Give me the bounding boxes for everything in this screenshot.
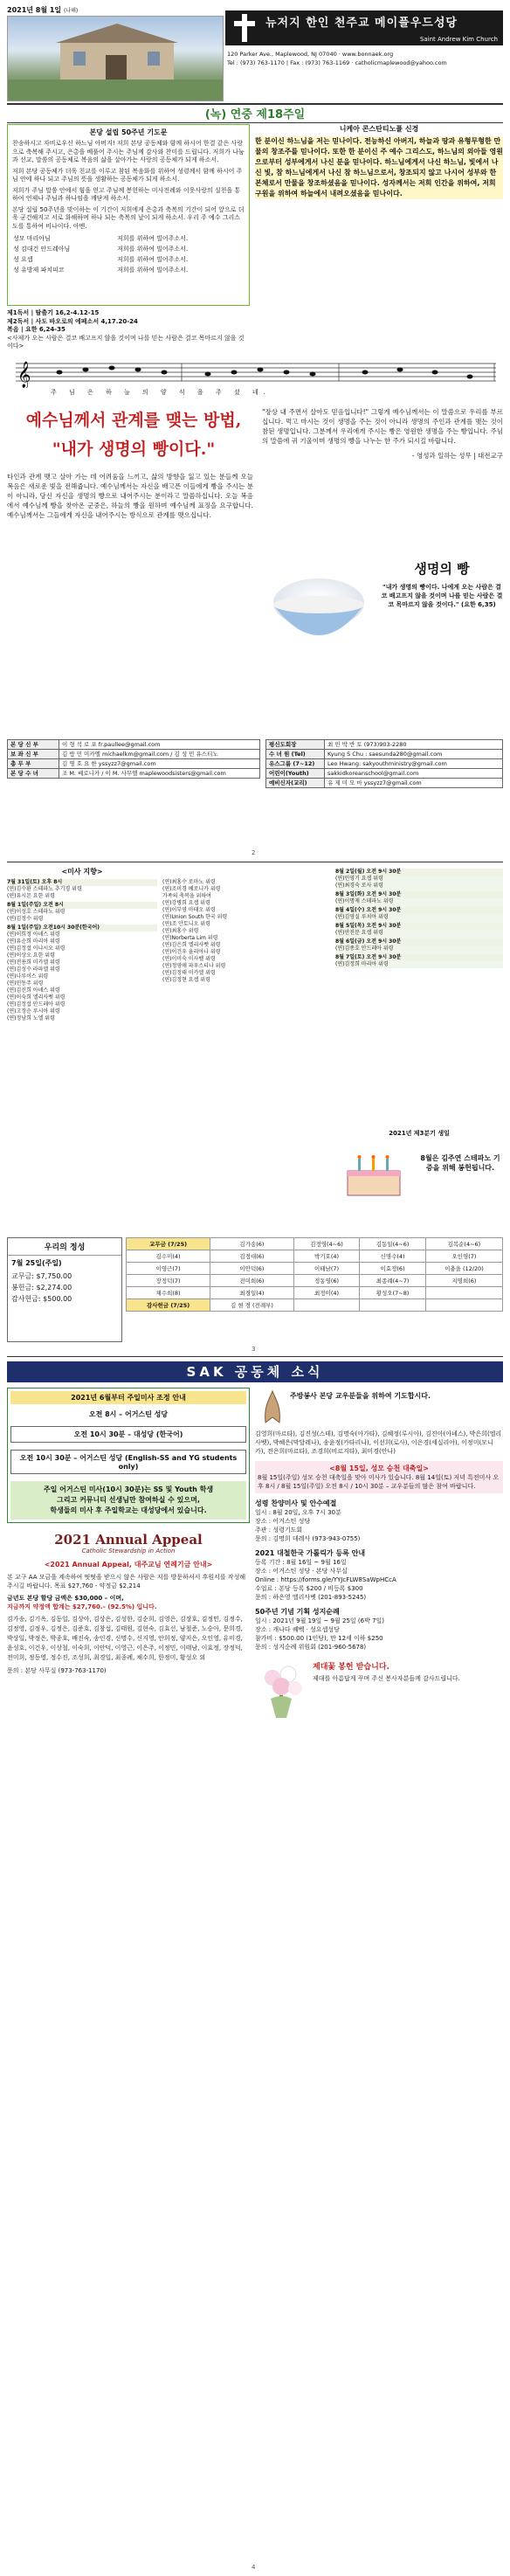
- altar-flower-text: 제대를 아름답게 꾸며 주신 봉사자분들께 감사드립니다.: [313, 1675, 460, 1682]
- finance-row: 감사헌금: $500.00: [11, 1295, 72, 1303]
- prayer-paragraph: 본당 설립 50주년을 맞이하는 이 기간이 저희에게 은총과 축복의 기간이 되어 앞으로 더욱 굳건해지고 서로 화해하며 하나 되는 축복의 날이 되게 하소서. 우리 주 예수 그리스도를 통하여 비나이다. 아멘.: [12, 205, 245, 230]
- mass-intention-item: (연)강병희 요셉 위령: [162, 900, 210, 906]
- finance-row: 봉헌금: $2,274.00: [11, 1284, 72, 1291]
- donation-cell: 김동일(4~6): [360, 1238, 426, 1250]
- appeal-logo: [7, 1532, 250, 1555]
- prayer-box: [7, 124, 250, 306]
- donation-cell: 이영근(7): [127, 1263, 210, 1275]
- mass-intention-item: (연)김선희 아녜스 위령: [7, 987, 60, 994]
- mass-intention-item: (연)최경숙 로사 위령: [335, 883, 383, 889]
- altar-flower-title: 제대꽃 봉헌 받습니다.: [313, 1663, 389, 1672]
- homily-author: - 영성과 일하는 성무 | 대전교구: [411, 452, 503, 460]
- staff-section: [7, 739, 503, 844]
- donation-row: [127, 1263, 503, 1275]
- donation-cell: 최정미(4): [293, 1287, 360, 1299]
- donation-cell: 황성오(7~8): [360, 1287, 426, 1299]
- church-name-korean: 뉴저지 한인 천주교 메이플우드성당: [265, 17, 458, 30]
- music-staff: [7, 358, 503, 400]
- bread-title: 생명의 빵: [414, 561, 470, 577]
- donation-table: [126, 1237, 503, 1312]
- church-logo: [225, 10, 503, 45]
- mass-intention-item: (연)유시몬 요한 위령: [7, 893, 55, 899]
- donation-row: [127, 1275, 503, 1287]
- kitchen-title: 주방봉사 본당 교우분들을 위하여 기도합시다.: [290, 1392, 431, 1400]
- mass-intention-item: (연)이미숙 이사벨 위령: [162, 956, 216, 962]
- donation-cell: 이충을 (12/20): [425, 1263, 502, 1275]
- church-photo: [7, 16, 224, 101]
- prayer-paragraph: 찬송하시고 자비로우신 하느님 아버지! 저희 본당 공동체와 함께 하시어 한결 같은 사랑으로 축복해 주시고, 은총을 베풀어 주시는 주님께 감사와 찬미를 드립니다. 저희가 나눔과 선교, 말씀의 공동체로 복음의 삶을 살아가는 사랑의 공동체가 되게 하소서.: [12, 140, 245, 163]
- mass-intention-item: 8월 1일(주일) 오전 8시: [7, 902, 157, 909]
- appeal-goal: 금년도 본당 할당 금액은 $30,000 – 이며,: [7, 1595, 124, 1602]
- mass-intention-item: (연)김성수 라파엘 위령: [7, 966, 60, 973]
- mass-intention-item: (연)김정수 위령: [7, 916, 44, 922]
- mass-intention-item: (연)민동주 위령: [7, 980, 44, 987]
- appeal-title: 2021 Annual Appeal: [54, 1532, 203, 1548]
- donation-cell: 김수미(4): [127, 1250, 210, 1263]
- headline-line2: "내가 생명의 빵이다.": [52, 440, 216, 459]
- mass-intention-item: (연)최홍수 로마노 위령: [162, 879, 216, 885]
- mass-intention-item: (연)최홍수 위령: [162, 928, 199, 934]
- news-right: [255, 1388, 503, 2559]
- mass-intention-item: (연)조 안토니오 위령: [162, 921, 210, 927]
- mass-col-left: [7, 867, 157, 1022]
- mass-intention-item: (연)이건우 율리아나 위령: [162, 949, 221, 955]
- korean-school-box: [255, 1548, 503, 1602]
- sunday-mass-box: [7, 1388, 250, 1523]
- saint-row: 성 요셉 저희를 위하여 빌어주소서.: [13, 256, 189, 263]
- staff-row: 본 당 신 부 이 형 석 로 포 fr.paullee@gmail.com: [8, 740, 260, 750]
- prayer-mass-lines: 일시 : 8월 20일, 오후 7시 30분 장소 : 어거스틴 성당 주관 : 성령기도회 문의 : 김명희 데레사 (973-943-0755): [255, 1509, 361, 1542]
- mass-intention-item: (연)안진문 요셉 위령: [335, 930, 383, 936]
- donation-cell: 정동영(6): [293, 1275, 360, 1287]
- bulletin-date: 2021년 8월 1일 (나해): [7, 6, 79, 14]
- mass-list-mid: [162, 879, 328, 984]
- prayer-mass-box: [255, 1499, 503, 1543]
- mass-intention-item: 8월 2일(월) 오전 9시 30분: [335, 869, 503, 876]
- sunday-line: 오전 10시 30분 – 대성당 (한국어): [10, 1426, 246, 1443]
- readings: [7, 309, 250, 355]
- mass-intention-item: (연)김정섭 안드레아 위령: [7, 1001, 65, 1008]
- mass-intention-item: (연)전용희 미카엘 위령: [7, 959, 60, 966]
- sunday-line: 오전 10시 30분 – 어거스틴 성당 (English-SS and YG students only): [10, 1450, 246, 1474]
- appeal-pledge: 지금까지 약정액 합계는 $27,760.– (92.5%) 입니다.: [7, 1603, 157, 1610]
- header: [7, 5, 503, 101]
- mass-intention-item: (연)이성호 스테파노 위령: [7, 909, 65, 915]
- donation-cell: 이안덕(6): [210, 1263, 294, 1275]
- staff-row: 평신도회장 최 민 박 반 토 (973)903-2280: [266, 740, 503, 750]
- homily-right: [262, 407, 503, 547]
- bread-quote: "내가 생명의 빵이다. 나에게 오는 사람은 결코 배고프지 않을 것이며 나를 믿는 사람은 결코 목마르지 않을 것이다." (요한 6,35): [381, 584, 503, 608]
- staff-row: 예비신자(교리) 유 제 미 모 마 yssyzz7@gmail.com: [266, 779, 503, 788]
- mass-intention-item: (연)김정섭 이냐시오 위령: [7, 945, 65, 952]
- mass-intention-item: (연)김영실 루치아 위령: [335, 914, 389, 920]
- mass-intention-item: 8월 5일(목) 오전 9시 30분: [335, 923, 503, 930]
- mass-intention-item: (연)민영기 요셉 위령: [335, 876, 383, 882]
- second-reading: 제2독서 | 사도 바오로의 에페소서 4,17.20-24: [7, 317, 138, 325]
- pilgrimage-title: 50주년 기념 기획 성지순례: [255, 1608, 340, 1616]
- mass-intentions: [7, 867, 503, 1234]
- donation-cell: 감사헌금 (7/25): [127, 1299, 210, 1312]
- mass-intention-item: (연)고정순 루시아 위령: [7, 1008, 60, 1014]
- mass-intention-item: 8월 4일(수) 오전 9시 30분: [335, 907, 503, 914]
- mass-intention-item: 8월 1일(주일) 오전10시 30분(한국어): [7, 924, 157, 931]
- svg-text:𝄞: 𝄞: [17, 362, 31, 388]
- news-left: [7, 1388, 250, 2559]
- birthday-caption: 8월은 김주연 스테파노 기증을 위해 봉헌됩니다.: [420, 1154, 500, 1172]
- church-building-image: [8, 17, 223, 100]
- mass-intention-item: 7월 31일(토) 오후 8시: [7, 879, 157, 886]
- homily-right-text: "장상 내 주면서 살아도 믿음입니다!" 그렇게 예수님께서는 이 말씀으로 우리를 부르십니다. 먹고 마시는 것이 생명을 주는 것이 아니라 생명의 주인과 관계를 맺는 것이 참된 생명입니다. 그분께서 우리에게 주시는 빵은 영원한 생명을 주는 빵입니다. 주님의 말씀에 귀 기울이며 생명의 빵을 나누는 한 주가 되시길 바랍니다.: [262, 408, 503, 445]
- donation-cell: [425, 1299, 502, 1312]
- flower-bouquet-image: [255, 1660, 307, 1721]
- sunday-line: 오전 8시 – 어거스틴 성당: [88, 1410, 169, 1418]
- appeal-body: 본 교구 AA 모금을 계속하여 떳떳을 받으시 않은 사람은 저를 방문하셔서 후원서를 작성해 주시길 바랍니다. 목표 $27,760 - 약정금 $2,214: [7, 1574, 246, 1589]
- saints-list: [12, 233, 245, 275]
- donation-cell: [425, 1287, 502, 1299]
- saint-row: 성모 마리아님 저희를 위하여 빌어주소서.: [13, 235, 189, 242]
- kitchen-box: [255, 1388, 503, 1426]
- mass-intention-item: 8월 3일(화) 오전 9시 30분: [335, 891, 503, 898]
- mass-intention-item: (연)Norberta Lim 위령: [162, 935, 218, 941]
- mass-col-right: [335, 867, 503, 968]
- donation-cell: 최종례(4~7): [360, 1275, 426, 1287]
- pilgrimage-box: [255, 1607, 503, 1652]
- donation-cell: 김정영(4~6): [293, 1238, 360, 1250]
- mass-intention-item: (연)김정현 요셉 위령: [162, 977, 210, 983]
- mass-intention-item: (연)Union South 한국 위령: [162, 914, 228, 920]
- mass-intention-item: (연)조미경 베로니카 위령: [162, 886, 221, 892]
- appeal-heading: <2021 Annual Appeal, 대주교님 연례기금 안내>: [44, 1561, 213, 1568]
- assumption-title: <8월 15일, 성모 승천 대축일>: [329, 1465, 429, 1472]
- donation-row: [127, 1287, 503, 1299]
- prayer-bullets: [12, 140, 245, 231]
- headline-line1: 예수님께서 관계를 맺는 방법,: [25, 411, 242, 430]
- mass-intention-item: 가족의 축복을 위하여: [162, 893, 211, 899]
- news-header: [7, 1361, 503, 1382]
- sunday-mass-title: 2021년 6월부터 주일미사 조정 안내: [10, 1391, 246, 1404]
- bread-box: [381, 559, 503, 664]
- korean-school-title: 2021 대철한국 가톨릭가 등록 안내: [255, 1549, 366, 1557]
- mass-intention-item: 8월 7일(토) 오전 9시 30분: [335, 954, 503, 961]
- rice-bowl-image: [262, 552, 376, 666]
- donation-cell: 지명희(6): [425, 1275, 502, 1287]
- mass-intention-item: (연)이희정 아녜스 위령: [7, 931, 60, 938]
- cross-icon: [227, 10, 262, 45]
- prayer-mass-title: 성령 찬양미사 및 안수예절: [255, 1499, 337, 1507]
- mass-title: <미사 지향>: [61, 868, 103, 876]
- donation-cell: 채수희(8): [127, 1287, 210, 1299]
- creed-title: 니케아 콘스탄티노플 신경: [339, 125, 419, 133]
- donation-cell: 교무금 (7/25): [127, 1238, 210, 1250]
- mass-list-left: [7, 879, 157, 1022]
- staff-row: 어린이(Youth) sakkidkoreanschool@gmail.com: [266, 769, 503, 779]
- praying-hands-icon: [255, 1388, 290, 1426]
- birthday-title: 2021년 제3분기 생일: [389, 1130, 450, 1137]
- donation-cell: [360, 1299, 426, 1312]
- appeal-subtitle: Catholic Stewardship in Action: [81, 1548, 176, 1555]
- gospel-acclamation: <사제가 오는 사람은 결코 배고프지 않을 것이며 나를 믿는 사람은 결코 목마르지 않을 것이다>: [7, 334, 245, 350]
- homily-left: 타인과 관계 맺고 살아 가는 데 어려움을 느끼고, 삶의 방향을 잃고 있는 분들께 오늘 복음은 새로운 빛을 전해줍니다. 예수님께서는 자신을 배고픈 이들에게 빵을 주시는 분이 아니라, 당신 자신을 생명의 빵으로 내어주시는 분이라고 말씀하십니다. 오늘 복음에서 예수님께 빵을 찾아온 군중은, 하늘의 빵을 원하며 예수님께 표징을 요구합니다. 예수님께서는 그들에게 자신을 내어주시는 방식으로 관계를 맺으십니다.: [7, 473, 253, 519]
- staff-row: 총 무 부 김 명 호 요 한 yssyzz7@gmail.com: [8, 759, 260, 769]
- prayer-title: 본당 설립 50주년 기도문: [89, 128, 168, 136]
- mass-intention-item: (연)이상오 요한 위령: [7, 952, 55, 959]
- sunday-title: (녹) 연중 제18주일: [204, 108, 306, 121]
- page-number: 3: [252, 1346, 256, 1353]
- staff-table-right: [265, 739, 503, 788]
- gospel-reading: 복음 | 요한 6,24-35: [7, 326, 65, 333]
- mass-intention-item: (연)이부영 마태오 위령: [162, 907, 216, 913]
- finance-title: 우리의 정성: [8, 1238, 121, 1256]
- news-title: SAK 공동체 소식: [186, 1364, 324, 1380]
- music-notation-image: [7, 358, 503, 388]
- donation-cell: 김정대(6): [210, 1250, 294, 1263]
- staff-table-left: [7, 739, 260, 779]
- donation-cell: 전미희(6): [210, 1275, 294, 1287]
- birthday-cake-image: [339, 1141, 409, 1202]
- mass-intention-item: (연)정영애 파우스티나 위령: [162, 963, 226, 969]
- prayer-paragraph: 저희가 주님 말씀 안에서 힘을 얻고 주님께 봉헌하는 미사전례와 이웃사랑의 실천을 통하여 언제나 주님과 하나임을 깨닫게 하소서.: [12, 186, 241, 202]
- creed-box: [255, 124, 503, 355]
- mass-intention-item: (연)김정희 마리아 위령: [335, 961, 389, 967]
- birthday-box: [335, 1129, 503, 1225]
- mass-note-box: 주일 어거스틴 미사(10시 30분)는 SS 및 Youth 학생 그리고 커뮤니티 선생님만 참여하실 수 있으며, 학생들의 미사 후 주일학교는 대성당에서 있습니다.: [10, 1481, 246, 1520]
- finance-date: 7월 25일(주일): [11, 1259, 62, 1267]
- mass-intention-item: (연)김은희 엘리사벳 위령: [162, 942, 221, 948]
- bread-image: [262, 552, 376, 666]
- donation-cell: 이효정(6): [360, 1263, 426, 1275]
- church-address: 120 Parker Ave., Maplewood, NJ 07040 · www.bonnaek.org: [227, 51, 394, 58]
- mass-intention-item: (연)김정태 미카엘 위령: [162, 970, 216, 976]
- mass-intention-item: (연)정남희 노엘 위령: [7, 1015, 55, 1021]
- donation-cell: 장정덕(7): [127, 1275, 210, 1287]
- staff-row: 수 녀 원 (Tel) Kyung S Chu : saesunda280@gmail.com: [266, 750, 503, 759]
- mass-intention-item: (연)나루이스 위령: [7, 973, 49, 980]
- appeal-contact: 문의 : 본당 사무실 (973-763-1170): [7, 1667, 107, 1674]
- donation-cell: 김복순(4~6): [425, 1238, 502, 1250]
- altar-flower-box: [255, 1660, 503, 1721]
- staff-row: 본 당 수 녀 조 M. 베로니카 / 이 M. 사무엘 maplewoodsisters@gmail.com: [8, 769, 260, 779]
- prayer-paragraph: 저희 본당 공동체가 더욱 친교를 이루고 참된 복음화를 위하여 성령께서 함께 하시어 주님 안에 하나 되고 주님의 뜻을 생활하는 공동체가 되게 하소서.: [12, 167, 243, 183]
- saint-row: 성 김대건 안드레아님 저희를 위하여 빌어주소서.: [13, 246, 189, 253]
- korean-school-lines: 등록 기간 : 8월 16일 ~ 9월 16일 장소 : 어거스틴 성당 · 본당 사무실 Online : https://forms.gle/YYJcFLW8SaWpHCcA 수업료 : 본당 등록 $200 / 비등록 $300 문의 : 하은영 엘리사벳 (201-893-5245): [255, 1559, 396, 1601]
- finance-box: [7, 1237, 122, 1342]
- sunday-title-bar: [7, 103, 503, 123]
- donation-row: [127, 1250, 503, 1263]
- donation-row: [127, 1238, 503, 1250]
- kitchen-names: 김영희(마르타), 김진성(스테), 김명숙(아가타), 김혜정(루시아), 김진아(아녜스), 박은희(엘리사벳), 박혜은(막달레나), 송윤정(카타리나), 이선희(로사), 이은경(세실리아), 이정미(모니카), 전은희(마르타), 조경희(비르지타), 최미경(안나): [255, 1430, 502, 1455]
- mass-intention-item: (연)김종호 안드레아 위령: [335, 945, 394, 952]
- pilgrimage-lines: 일시 : 2021년 9월 19일 ~ 9월 25일 (6박 7일) 장소 : 캐나다 퀘벡 · 성요셉성당 참가비 : $500.00 (1인당), 만 12세 이하 $250 문의 : 성지순례 위원회 (201-960-5678): [255, 1617, 385, 1651]
- first-reading: 제1독서 | 탈출기 16,2-4.12-15: [7, 309, 100, 316]
- homily-headline: [7, 407, 260, 468]
- church-name-english: Saint Andrew Kim Church: [419, 36, 498, 43]
- finance-rows: [8, 1271, 121, 1305]
- church-contact: Tel : (973) 763-1170 | Fax : (973) 763-1169 · catholicmaplewood@yahoo.com: [227, 59, 447, 66]
- mass-intention-item: 8월 6일(금) 오전 9시 30분: [335, 938, 503, 945]
- creed-text: 한 분이신 하느님을 저는 믿나이다. 전능하신 아버지, 하늘과 땅과 유형무형한 만물의 창조주를 믿나이다. 또한 한 분이신 주 예수 그리스도, 하느님의 외아들 영원으로부터 성부에게서 나신 분을 믿나이다. 하느님에게서 나신 하느님, 빛에서 나신 빛, 참 하느님에게서 나신 참 하느님으로서, 창조되지 않고 나시어 성부와 한 본체로서 만물을 창조하셨음을 믿나이다. 성자께서는 저희 인간을 위하여, 저희 구원을 위하여 하늘에서 내려오셨음을 믿나이다.: [255, 137, 503, 197]
- donation-cell: 신명수(4): [360, 1250, 426, 1263]
- song-lyrics: 주 님 은 하 늘 의 양 식 을 주 셨 네.: [51, 389, 271, 396]
- mass-intention-item: (연)이숙희 엘리사벳 위령: [7, 994, 65, 1001]
- donation-cell: 김가송(6): [210, 1238, 294, 1250]
- donation-cell: 오인영(7): [425, 1250, 502, 1263]
- mass-intention-item: (연)유순희 마리아 위령: [7, 938, 60, 945]
- mass-intention-item: (연)김수환 스테파노 추기경 위령: [7, 886, 82, 892]
- donation-cell: 김 현 경 (전례부): [210, 1299, 294, 1312]
- finance-row: 교무금: $7,750.00: [11, 1272, 72, 1280]
- donation-cell: [293, 1299, 360, 1312]
- staff-row: 유스그룹 (7~12) Leo Hwang: sakyouthministry@gmail.com: [266, 759, 503, 769]
- page-number: 4: [252, 2564, 256, 2571]
- donation-schedule: [126, 1237, 503, 1340]
- assumption-body: 8월 15일(주일) 성모 승천 대축일을 맞아 미사가 있습니다. 8월 14일(토) 저녁 특전미사 오후 8시 / 8월 15일(주일) 오전 8시 / 10시 30분 – 교우분들의 많은 참여 바랍니다.: [258, 1474, 500, 1490]
- mass-intention-item: (연)이명재 스테파노 위령: [335, 898, 394, 904]
- page-number: 2: [252, 849, 256, 856]
- donation-cell: 박기호(4): [293, 1250, 360, 1263]
- donation-cell: 최경일(4): [210, 1287, 294, 1299]
- saint-row: 성 유방제 파치피코 저희를 위하여 빌어주소서.: [13, 267, 189, 274]
- staff-row: 보 좌 신 부 김 방 민 미카엘 michaelkm@gmail.com / 김 성 민 유스티노: [8, 750, 260, 759]
- donation-row: [127, 1299, 503, 1312]
- mass-col-mid: [162, 879, 328, 984]
- appeal-donors: 김가송, 김기옥, 김동일, 김상아, 김상은, 김성한, 김순희, 김영은, 김장호, 김정민, 김정수, 김정영, 김정우, 김정은, 김준호, 김창섭, 김태원, 김현숙, 김효선, 남철준, 노승아, 문희경, 박상일, 박정은, 박종호, 배진숙, 송인경, 신명수, 신지영, 안희정, 양지은, 오인영, 유미경, 윤성호, 이건우, 이상철, 이숙희, 이안덕, 이영근, 이은주, 이정민, 이태남, 이효정, 장정덕, 전미희, 정동영, 정수진, 조성희, 최경일, 최종례, 채수희, 한정미, 황성오 외: [7, 1616, 243, 1661]
- mass-list-right: [335, 869, 503, 968]
- assumption-box: [255, 1461, 503, 1493]
- donation-cell: 이태남(7): [293, 1263, 360, 1275]
